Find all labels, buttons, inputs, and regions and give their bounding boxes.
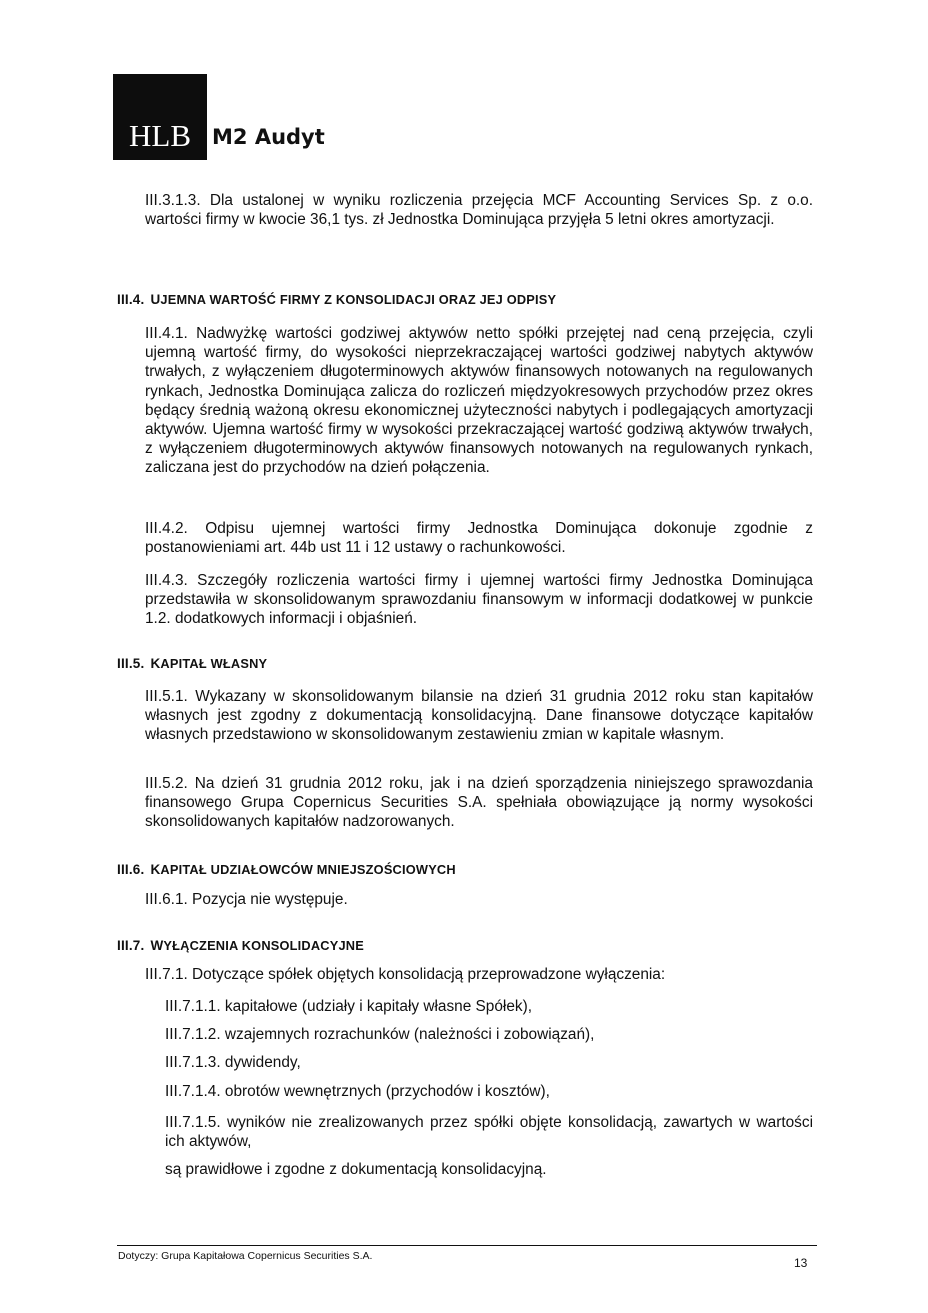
list-item-7-1-2: III.7.1.2. wzajemnych rozrachunków (należności i zobowiązań),: [165, 1026, 595, 1043]
list-item-7-1-1: III.7.1.1. kapitałowe (udziały i kapitały własne Spółek),: [165, 998, 532, 1015]
logo-text: M2 Audyt: [212, 125, 325, 149]
section-heading-3-5: [117, 656, 267, 671]
footer-divider: [117, 1245, 817, 1246]
paragraph-3-1-3: III.3.1.3. Dla ustalonej w wyniku rozliczenia przejęcia MCF Accounting Services Sp. z o.o. wartości firmy w kwocie 36,1 tys. zł Jednostka Dominująca przyjęła 5 letni okres amortyzacji.: [145, 192, 813, 229]
paragraph-4-2: III.4.2. Odpisu ujemnej wartości firmy Jednostka Dominująca dokonuje zgodnie z postanowieniami art. 44b ust 11 i 12 ustawy o rachunkowości.: [145, 520, 813, 557]
paragraph-4-3: III.4.3. Szczegóły rozliczenia wartości firmy i ujemnej wartości firmy Jednostka Dominująca przedstawiła w skonsolidowanym sprawozdaniu finansowym w informacji dodatkowej w punkcie 1.2. dodatkowych informacji i objaśnień.: [145, 572, 813, 628]
heading-number: III.7.: [117, 938, 145, 953]
heading-number: III.5.: [117, 656, 145, 671]
paragraph-5-2: III.5.2. Na dzień 31 grudnia 2012 roku, jak i na dzień sporządzenia niniejszego sprawozdania finansowego Grupa Copernicus Securities S.A. spełniała obowiązujące ją normy wysokości skonsolidowanych kapitałów nadzorowanych.: [145, 775, 813, 831]
section-heading-3-4: [117, 292, 556, 307]
heading-initial: W: [150, 938, 164, 953]
paragraph-7-1: III.7.1. Dotyczące spółek objętych konsolidacją przeprowadzone wyłączenia:: [145, 966, 666, 983]
heading-number: III.4.: [117, 292, 145, 307]
paragraph-7-conclusion: są prawidłowe i zgodne z dokumentacją konsolidacyjną.: [165, 1161, 547, 1178]
heading-title: APITAŁ UDZIAŁOWCÓW MNIEJSZOŚCIOWYCH: [160, 862, 456, 877]
heading-title: YŁĄCZENIA KONSOLIDACYJNE: [163, 938, 364, 953]
footer-text: Dotyczy: Grupa Kapitałowa Copernicus Securities S.A.: [118, 1250, 373, 1262]
paragraph-6-1: III.6.1. Pozycja nie występuje.: [145, 891, 348, 908]
paragraph-4-1: III.4.1. Nadwyżkę wartości godziwej aktywów netto spółki przejętej nad ceną przejęcia, czyli ujemną wartość firmy, do wysokości nieprzekraczającej wartości godziwej nabytych aktywów trwałych, z wyłączeniem długoterminowych aktywów finansowych notowanych na regulowanych rynkach, Jednostka Dominująca zalicza do rozliczeń międzyokresowych przychodów przez okres będący średnią ważoną okresu ekonomicznej użyteczności nabytych i podlegających amortyzacji aktywów. Ujemna wartość firmy w wysokości przekraczającej wartość godziwą aktywów trwałych, z wyłączeniem długoterminowych aktywów finansowych notowanych na regulowanych rynkach, zaliczana jest do przychodów na dzień połączenia.: [145, 325, 813, 477]
list-item-7-1-4: III.7.1.4. obrotów wewnętrznych (przychodów i kosztów),: [165, 1083, 550, 1100]
heading-number: III.6.: [117, 862, 145, 877]
heading-title: JEMNA WARTOŚĆ FIRMY Z KONSOLIDACJI ORAZ JEJ ODPISY: [160, 292, 557, 307]
heading-initial: U: [150, 292, 161, 307]
heading-initial: K: [150, 862, 161, 877]
heading-title: APITAŁ WŁASNY: [160, 656, 268, 671]
list-item-7-1-5: III.7.1.5. wyników nie zrealizowanych przez spółki objęte konsolidacją, zawartych w wartości ich aktywów,: [165, 1114, 813, 1151]
logo-mark: HLB: [113, 74, 207, 160]
paragraph-5-1: III.5.1. Wykazany w skonsolidowanym bilansie na dzień 31 grudnia 2012 roku stan kapitałów własnych jest zgodny z dokumentacją konsolidacyjną. Dane finansowe dotyczące kapitałów własnych przedstawiono w skonsolidowanym zestawieniu zmian w kapitale własnym.: [145, 688, 813, 744]
section-heading-3-7: [117, 938, 364, 953]
heading-initial: K: [150, 656, 161, 671]
list-item-7-1-3: III.7.1.3. dywidendy,: [165, 1054, 301, 1071]
section-heading-3-6: [117, 862, 456, 877]
page-number: 13: [794, 1256, 808, 1270]
